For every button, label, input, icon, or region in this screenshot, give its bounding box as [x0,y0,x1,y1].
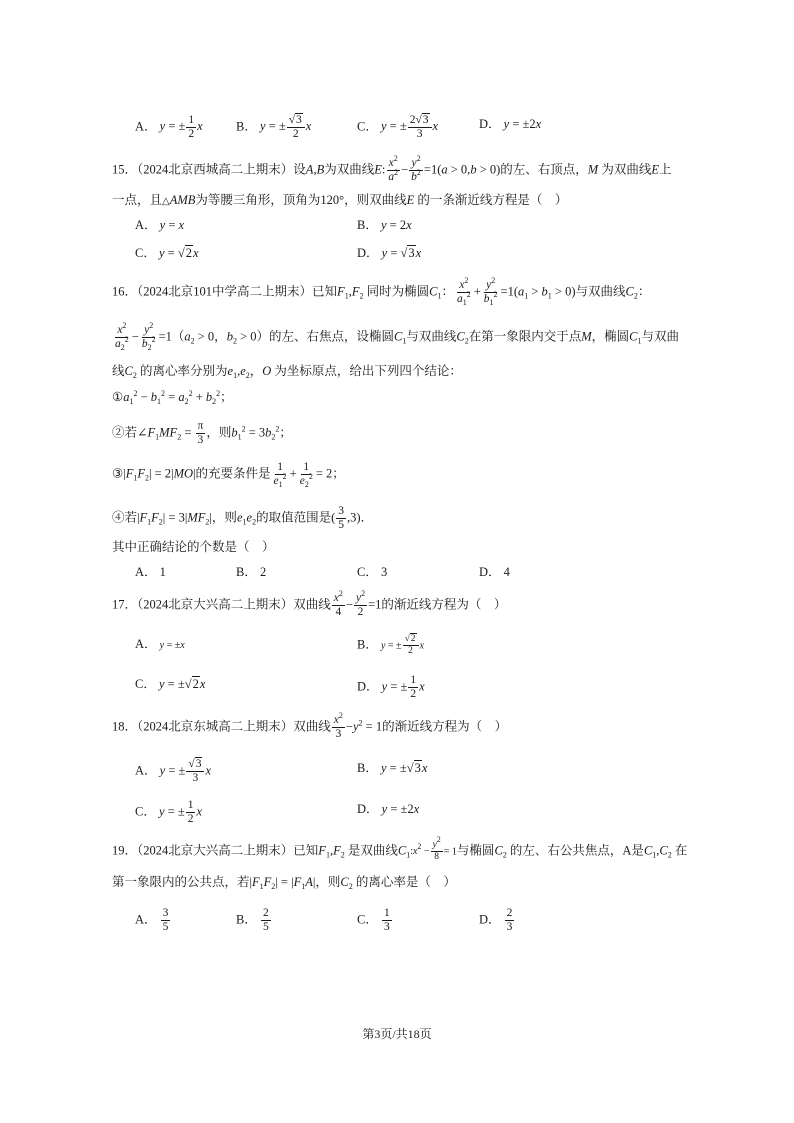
q14-option-a-math: y = ± $\frac{1}{2}$ x [159,114,203,140]
q16-conclusion-4: ④若$|F_1F_2| = 3|MF_2|$，则$e_1e_2$的取值范围是( $\frac{3}{5}$ ,3)． [112,505,374,531]
q14-option-c-math: y = ± $\frac{2√3}{3}$ x [380,114,439,140]
q16-option-d[interactable]: D． 4 [479,565,510,579]
q16-line-1: 16．（2024北京101中学高二上期末）已知$F_1,F_2$ 同时为椭圆$C_1$： $\frac{x^2}{a_1^2}$ + $\frac{y^2}{b_1^2}$ $=1(a_1 > b_1 > 0)$与双曲线$C_2$： [112,276,651,307]
q14-option-d-math: y = ±2x [503,117,542,131]
q16-question: 其中正确结论的个数是（ ） [112,540,275,554]
q15-option-d[interactable]: D． y = √3x [357,246,422,260]
q19-option-d[interactable]: D． $\frac{2}{3}$ [479,907,513,933]
q16-option-a[interactable]: A． 1 [135,565,166,579]
q17-option-d[interactable]: D． y = ± $\frac{1}{2}$ x [357,674,425,700]
q16-option-c[interactable]: C． 3 [357,565,388,579]
q18-option-b[interactable]: B． y = ±√3x [357,761,428,775]
q14-option-a[interactable]: A． y = ± $\frac{1}{2}$ x [135,114,203,140]
q18-line-1: 18．（2024北京东城高二上期末）双曲线 $\frac{x^2}{3}$ $-y^2 = 1$的渐近线方程为（ ） [112,711,508,740]
q19-option-c[interactable]: C． $\frac{1}{3}$ [357,907,390,933]
q16-line-3: 线$C_2$ 的离心率分别为$e_1,e_2$，O 为坐标原点，给出下列四个结论： [112,364,462,380]
q16-option-b[interactable]: B． 2 [236,565,267,579]
q18-option-a[interactable]: A． y = ± $\frac{√3}{3}$ x [135,758,212,784]
q19-option-b[interactable]: B． $\frac{2}{5}$ [236,907,269,933]
page-footer: 第3页/共18页 [362,1027,432,1041]
q14-option-b-math: y = ± $\frac{√3}{2}$ x [259,114,312,140]
q15-option-a[interactable]: A． y = x [135,218,185,232]
q14-option-d[interactable]: D． y = ±2x [479,117,542,131]
q14-option-c[interactable]: C． y = ± $\frac{2√3}{3}$ x [357,114,439,140]
q15-option-b[interactable]: B． y = 2x [357,218,412,232]
q17-line-1: 17．（2024北京大兴高二上期末）双曲线 $\frac{x^2}{4}$ − $\frac{y^2}{2}$ =1的渐近线方程为（ ） [112,589,507,618]
q16-conclusion-3: $③|F_1F_2| = 2|MO|$的充要条件是 $\frac{1}{e_1^2}$ + $\frac{1}{e_2^2}$ = 2； [112,461,345,489]
q19-option-a[interactable]: A． $\frac{3}{5}$ [135,907,169,933]
q19-line-2: 第一象限内的公共点，若$|F_1F_2| = |F_1A|$，则$C_2$ 的离心率是（ ） [112,875,456,891]
q14-option-b[interactable]: B． y = ± $\frac{√3}{2}$ x [236,114,312,140]
q17-option-a[interactable]: A． y = ±x [135,637,185,651]
q15-option-c[interactable]: C． y = √2x [135,246,199,260]
q18-option-c[interactable]: C． y = ± $\frac{1}{2}$ x [135,799,203,825]
q15-line-1: 15．（2024北京西城高二上期末）设A,B为双曲线E: $\frac{x^2}{a^2}$ − $\frac{y^2}{b^2}$ =1(a > 0,b > 0)的左、右顶点，M 为双曲线E上 [112,154,672,183]
q16-conclusion-1: $①a_1^2 - b_1^2 = a_2^2 + b_2^2$； [112,389,233,406]
q15-line-2: 一点，且△AMB为等腰三角形，顶角为120°，则双曲线E 的一条渐近线方程是（ ） [112,193,568,207]
q16-conclusion-2: ②若$\angle F_1MF_2$ = $\frac{\pi}{3}$ ，则$b_1^2 = 3b_2^2$； [112,420,292,446]
q17-option-c[interactable]: C． y = ±√2x [135,677,206,691]
q19-line-1: 19．（2024北京大兴高二上期末）已知$F_1,F_2$ 是双曲线$C_1:x^2$ − $\frac{y^2}{8}$ = 1与椭圆$C_2$ 的左、右公共焦点，A是$C_1,C_2$ 在 [112,835,688,862]
q17-option-b[interactable]: B． y = ± $\frac{√2}{2}$ x [357,634,424,656]
q16-line-2: $\frac{x^2}{a_2^2}$ − $\frac{y^2}{b_2^2}$ $=1(a_2 > 0$，$b_2 > 0$）的左、右焦点，设椭圆$C_1$与双曲线$C_2$在第一象限内交于点M，椭圆$C_1$与双曲 [115,321,680,352]
q18-option-d[interactable]: D． y = ±2x [357,802,420,816]
